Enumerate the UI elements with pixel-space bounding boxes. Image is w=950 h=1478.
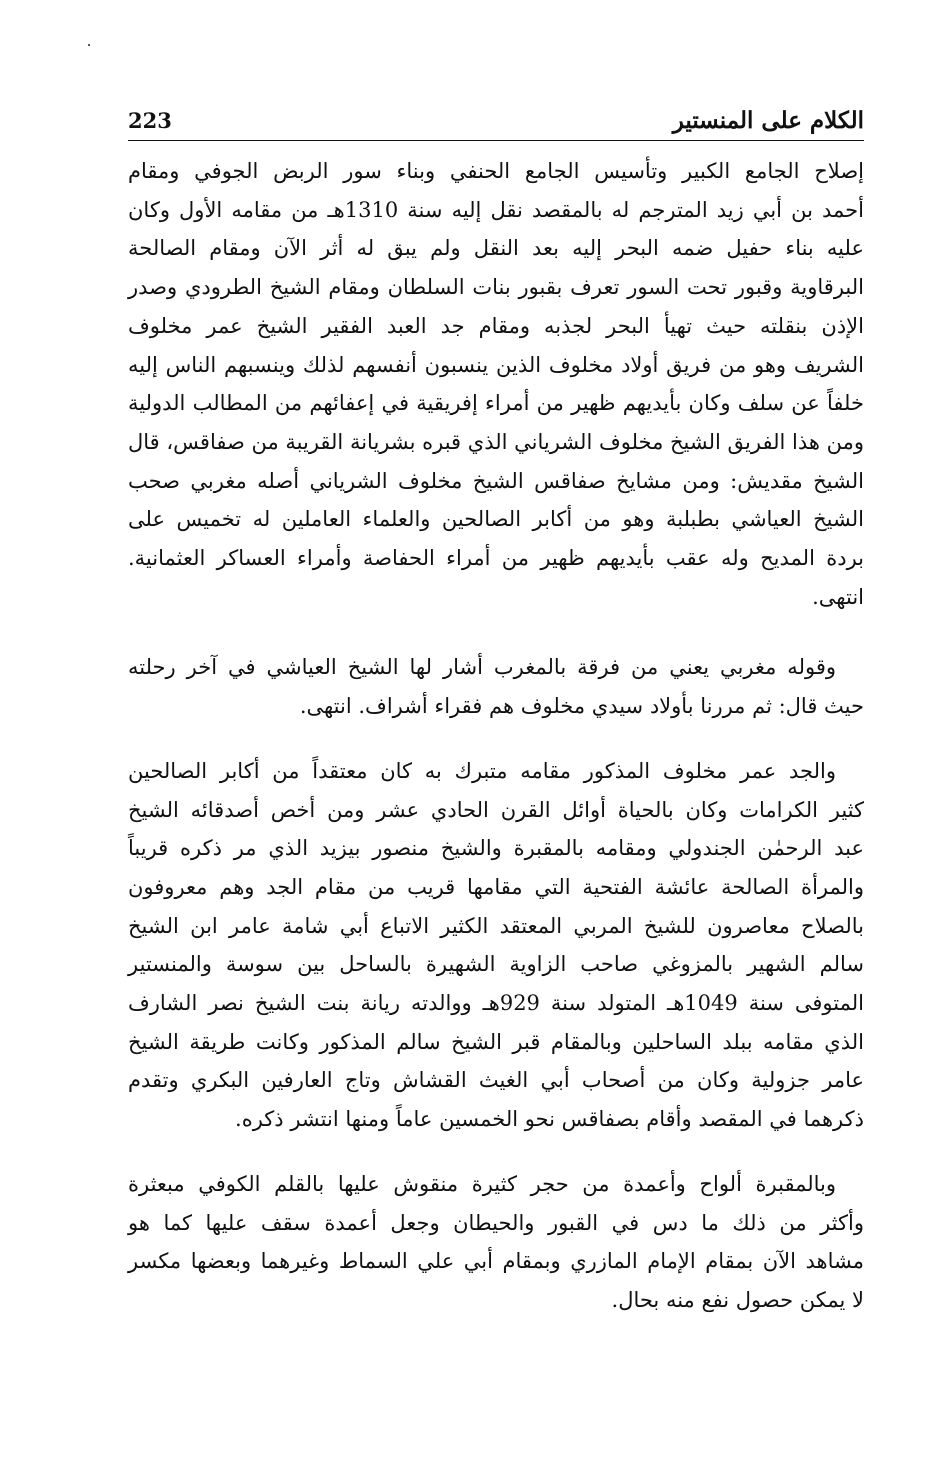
text-line: وأكثر من ذلك ما دس في القبور والحيطان وجعل أعمدة سقف عليها كما هو bbox=[128, 1210, 864, 1235]
text-line: الإذن بنقلته حيث تهيأ البحر لجذبه ومقام جد العبد الفقير الشيخ عمر مخلوف bbox=[128, 313, 864, 338]
text-line: بردة المديح وله عقب بأيديهم ظهير من أمراء الحفاصة وأمراء العساكر العثمانية. bbox=[128, 546, 864, 571]
text-line: خلفاً عن سلف وكان بأيديهم ظهير من أمراء إفريقية في إعفائهم من المطالب الدولية bbox=[128, 391, 864, 416]
scan-speck bbox=[88, 44, 90, 46]
text-line: الشيخ العياشي بطبلبة وهو من أكابر الصالحين والعلماء العاملين له تخميس على bbox=[128, 507, 864, 532]
body-text bbox=[128, 152, 864, 1320]
text-line: حيث قال: ثم مررنا بأولاد سيدي مخلوف هم فقراء أشراف. انتهى. bbox=[299, 694, 864, 719]
text-line: عبد الرحمٰن الجندولي ومقامه بالمقبرة والشيخ منصور بيزيد الذي مر ذكره قريباً bbox=[128, 836, 864, 861]
text-line: والمرأة الصالحة عائشة الفتحية التي مقامها قريب من مقام الجد وهم معروفون bbox=[128, 874, 864, 899]
text-line: أحمد بن أبي زيد المترجم له بالمقصد نقل إليه سنة 1310هـ من مقامه الأول وكان bbox=[128, 197, 864, 222]
text-line: بالصلاح معاصرون للشيخ المربي المعتقد الكثير الاتباع أبي شامة عامر ابن الشيخ bbox=[128, 913, 864, 938]
text-line: مشاهد الآن بمقام الإمام المازري وبمقام أبي علي السماط وغيرهما وبعضها مكسر bbox=[128, 1249, 864, 1274]
text-line: ذكرهما في المقصد وأقام بصفاقس نحو الخمسين عاماً ومنها انتشر ذكره. bbox=[235, 1107, 864, 1132]
text-line: الذي مقامه ببلد الساحلين وبالمقام قبر الشيخ سالم المذكور وكانت طريقة الشيخ bbox=[128, 1029, 864, 1054]
text-line: وقوله مغربي يعني من فرقة بالمغرب أشار لها الشيخ العياشي في آخر رحلته bbox=[128, 655, 836, 680]
text-line: المتوفى سنة 1049هـ المتولد سنة 929هـ ووالدته ريانة بنت الشيخ نصر الشارف bbox=[128, 991, 864, 1016]
text-line: عامر جزولية وكان من أصحاب أبي الغيث القشاش وتاج العارفين البكري وتقدم bbox=[128, 1068, 864, 1093]
text-line: وبالمقبرة ألواح وأعمدة من حجر كثيرة منقوش عليها بالقلم الكوفي مبعثرة bbox=[128, 1171, 836, 1196]
text-line: عليه بناء حفيل ضمه البحر إليه بعد النقل ولم يبق له أثر الآن ومقام الصالحة bbox=[128, 236, 864, 261]
text-line: لا يمكن حصول نفع منه بحال. bbox=[611, 1287, 864, 1312]
text-line: إصلاح الجامع الكبير وتأسيس الجامع الحنفي وبناء سور الربض الجوفي ومقام bbox=[128, 159, 864, 183]
text-line: والجد عمر مخلوف المذكور مقامه متبرك به كان معتقداً من أكابر الصالحين bbox=[128, 758, 836, 783]
text-line: ومن هذا الفريق الشيخ مخلوف الشرياني الذي قبره بشريانة القريبة من صفاقس، قال bbox=[127, 429, 864, 454]
text-line: كثير الكرامات وكان بالحياة أوائل القرن الحادي عشر ومن أخص أصدقائه الشيخ bbox=[128, 797, 864, 822]
paragraph-2 bbox=[128, 648, 864, 725]
text-line: الشيخ مقديش: ومن مشايخ صفاقس الشيخ مخلوف الشرياني أصله مغربي صحب bbox=[128, 468, 864, 493]
paragraph-4 bbox=[128, 1165, 864, 1320]
text-line: الشريف وهو من فريق أولاد مخلوف الذين ينسبون أنفسهم لذلك وينسبهم الناس إليه bbox=[128, 352, 864, 377]
running-title: الكلام على المنستير bbox=[672, 107, 864, 134]
text-line: سالم الشهير بالمزوغي صاحب الزاوية الشهيرة بالساحل بين سوسة والمنستير bbox=[128, 952, 864, 977]
page-number: 223 bbox=[128, 108, 172, 133]
text-line: انتهى. bbox=[812, 584, 864, 609]
paragraph-3 bbox=[128, 752, 864, 1139]
header-rule bbox=[128, 140, 864, 141]
text-line: البرقاوية وقبور تحت السور تعرف بقبور بنات السلطان ومقام الشيخ الطرودي وصدر bbox=[128, 275, 864, 300]
paragraph-1 bbox=[128, 152, 864, 616]
page-header bbox=[128, 104, 864, 140]
